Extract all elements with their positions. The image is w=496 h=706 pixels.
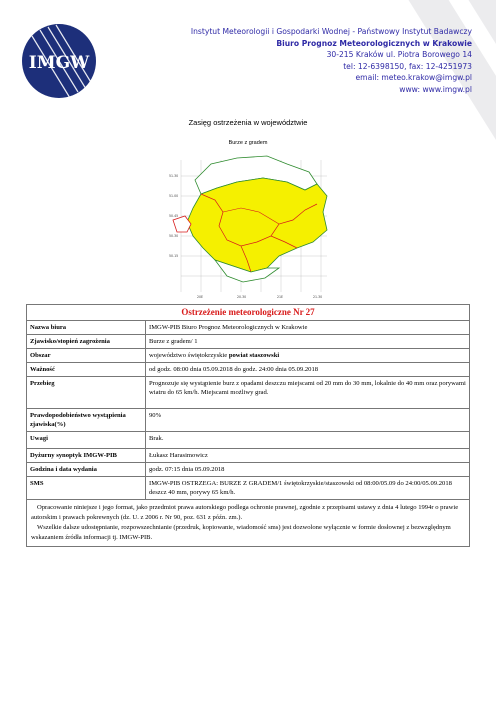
header-line-2: Biuro Prognoz Meteorologicznych w Krakowie bbox=[276, 38, 472, 48]
lat-label-5: 50.15 bbox=[169, 254, 179, 258]
lon-label-3: 21E bbox=[277, 295, 284, 299]
table-row bbox=[27, 432, 470, 449]
warning-table-wrapper bbox=[26, 304, 470, 547]
row-label: Ważność bbox=[27, 363, 146, 377]
table-row bbox=[27, 377, 470, 409]
row-value: Brak. bbox=[146, 432, 470, 449]
row-value: IMGW-PIB Biuro Prognoz Meteorologicznych w Krakowie bbox=[146, 321, 470, 335]
table-row bbox=[27, 477, 470, 500]
row-label: Nazwa biura bbox=[27, 321, 146, 335]
copyright-notice bbox=[27, 500, 470, 547]
row-value: od godz. 08:00 dnia 05.09.2018 do godz. 24:00 dnia 05.09.2018 bbox=[146, 363, 470, 377]
lat-label-2: 51.00 bbox=[169, 194, 179, 198]
warning-table bbox=[26, 304, 470, 547]
area-voivodeship: województwo świętokrzyskie bbox=[149, 352, 229, 359]
row-value: Łukasz Harasimowicz bbox=[146, 449, 470, 463]
map-title: Zasięg ostrzeżenia w województwie bbox=[188, 118, 308, 127]
row-label: Zjawisko/stopień zagrożenia bbox=[27, 335, 146, 349]
header-line-5: email: meteo.krakow@imgw.pl bbox=[355, 73, 472, 83]
row-value: IMGW-PIB OSTRZEGA: BURZE Z GRADEM/1 świętokrzyskie/staszowski od 08:00/05.09 do 24:00/05.09.2018 deszcz 40 mm, porywy 65 km/h. bbox=[146, 477, 470, 500]
table-row bbox=[27, 363, 470, 377]
lat-label-1: 51.30 bbox=[169, 174, 179, 178]
lat-label-4: 50.30 bbox=[169, 234, 179, 238]
header-line-4: tel: 12-6398150, fax: 12-4251973 bbox=[343, 61, 472, 71]
area-county: powiat staszowski bbox=[228, 352, 280, 359]
warning-title: Ostrzeżenie meteorologiczne Nr 27 bbox=[27, 305, 470, 321]
lon-label-2: 20.30 bbox=[237, 295, 247, 299]
row-label: Obszar bbox=[27, 349, 146, 363]
row-label: Uwagi bbox=[27, 432, 146, 449]
map-subtitle: Burze z gradem bbox=[228, 140, 268, 146]
lat-label-3: 50.45 bbox=[169, 214, 179, 218]
table-row bbox=[27, 321, 470, 335]
table-row bbox=[27, 349, 470, 363]
lon-label-1: 20E bbox=[197, 295, 204, 299]
row-value: 90% bbox=[146, 409, 470, 432]
lon-label-4: 21.30 bbox=[313, 295, 323, 299]
table-row bbox=[27, 463, 470, 477]
logo-text: IMGW bbox=[28, 53, 90, 73]
header-line-3: 30-215 Kraków ul. Piotra Borowego 14 bbox=[326, 50, 472, 60]
row-label: Dyżurny synoptyk IMGW-PIB bbox=[27, 449, 146, 463]
copyright-text-1: Opracowanie niniejsze i jego format, jako przedmiot prawa autorskiego podlega ochronie prawnej, zgodnie z przepisami ustawy z dnia 4 lutego 1994r o prawie autorskim i prawach pokrewnych (dz. U. z 2006 r. Nr 90, poz. 631 z późn. zm.). bbox=[31, 504, 459, 521]
warning-map bbox=[167, 150, 337, 300]
imgw-logo bbox=[20, 22, 98, 100]
row-label: Przebieg bbox=[27, 377, 146, 409]
institute-header bbox=[191, 26, 472, 96]
row-label: Godzina i data wydania bbox=[27, 463, 146, 477]
header-line-1: Instytut Meteorologii i Gospodarki Wodnej - Państwowy Instytut Badawczy bbox=[190, 27, 472, 36]
table-row-footer bbox=[27, 500, 470, 547]
row-value-area bbox=[146, 349, 470, 363]
row-label: SMS bbox=[27, 477, 146, 500]
table-row bbox=[27, 449, 470, 463]
table-row bbox=[27, 335, 470, 349]
row-label: Prawdopodobieństwo wystąpienia zjawiska(%) bbox=[27, 409, 146, 432]
copyright-text-2: Wszelkie dalsze udostępnianie, rozpowszechnianie (przedruk, kopiowanie, wiadomość sms) jest dozwolone wyłącznie w formie dosłownej z bezwzględnym wskazaniem źródła informacji tj. IMGW-PIB. bbox=[31, 524, 451, 541]
row-value: Burze z gradem/ 1 bbox=[146, 335, 470, 349]
table-row bbox=[27, 409, 470, 432]
header-line-6: www: www.imgw.pl bbox=[399, 84, 472, 94]
row-value: Prognozuje się wystąpienie burz z opadami deszczu miejscami od 20 mm do 30 mm, lokalnie do 40 mm oraz porywami wiatru do 65 km/h. Miejscami możliwy grad. bbox=[146, 377, 470, 409]
row-value: godz. 07:15 dnia 05.09.2018 bbox=[146, 463, 470, 477]
